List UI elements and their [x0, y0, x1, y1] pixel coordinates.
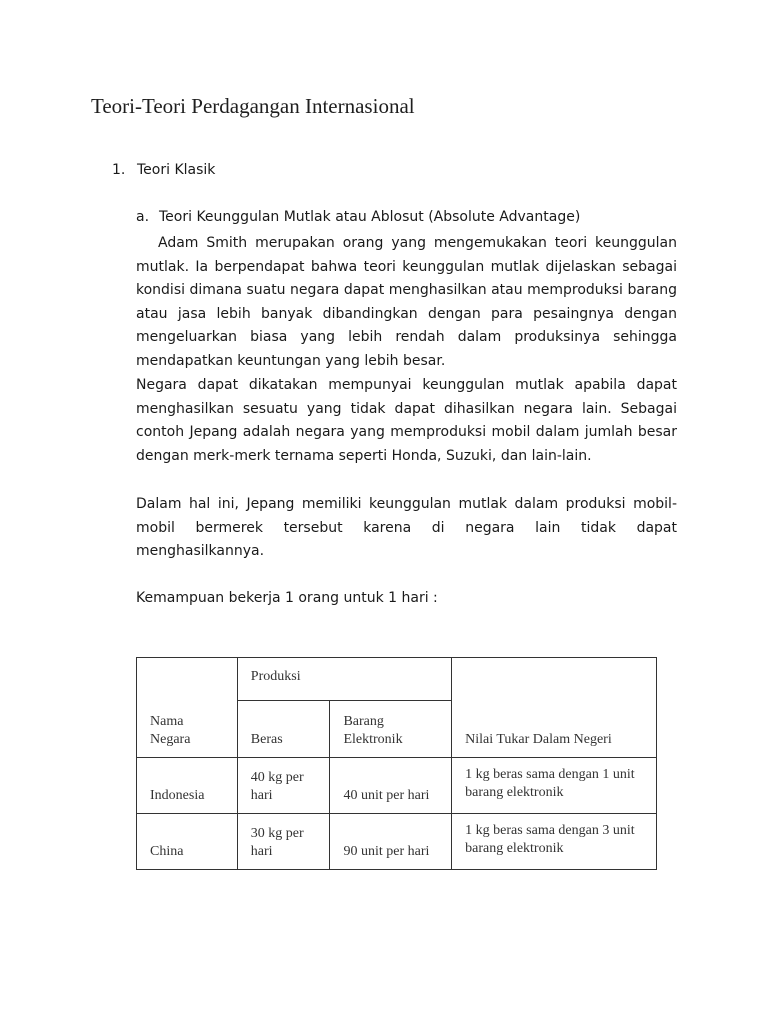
cell-rice: 30 kg per hari	[237, 814, 330, 870]
production-table	[136, 657, 657, 870]
header-exchange: Nilai Tukar Dalam Negeri	[452, 658, 657, 758]
table-caption: Kemampuan bekerja 1 orang untuk 1 hari :	[136, 590, 438, 606]
cell-exchange: 1 kg beras sama dengan 3 unit barang elektronik	[452, 814, 657, 870]
paragraph-adam-smith: Adam Smith merupakan orang yang mengemukakan teori keunggulan mutlak. Ia berpendapat bahwa teori keunggulan mutlak dijelaskan sebagai kondisi dimana suatu negara dapat menghasilkan atau memproduksi barang atau jasa lebih banyak dibandingkan dengan para pesaingnya dengan mengeluarkan biasa yang lebih rendah dalam produksinya sehingga mendapatkan keuntungan yang lebih besar.	[136, 235, 677, 369]
subsection-number: a.	[136, 209, 150, 225]
cell-electronics: 90 unit per hari	[330, 814, 452, 870]
header-production: Produksi	[237, 658, 451, 701]
paragraph-japan-conclusion: Dalam hal ini, Jepang memiliki keunggulan mutlak dalam produksi mobil-mobil bermerek tersebut karena di negara lain tidak dapat menghasilkannya.	[136, 496, 677, 560]
subsection-label: Teori Keunggulan Mutlak atau Ablosut (Absolute Advantage)	[159, 209, 581, 225]
table-row	[137, 758, 657, 814]
cell-exchange: 1 kg beras sama dengan 1 unit barang elektronik	[452, 758, 657, 814]
cell-country: Indonesia	[137, 758, 238, 814]
header-rice: Beras	[237, 701, 330, 758]
section-number: 1.	[112, 162, 126, 178]
paragraph-absolute-advantage-example: Negara dapat dikatakan mempunyai keunggulan mutlak apabila dapat menghasilkan sesuatu yang tidak dapat dihasilkan negara lain. Sebagai contoh Jepang adalah negara yang memproduksi mobil dalam jumlah besar dengan merk-merk ternama seperti Honda, Suzuki, dan lain-lain.	[136, 377, 677, 464]
table-row	[137, 814, 657, 870]
cell-country: China	[137, 814, 238, 870]
section-label: Teori Klasik	[137, 162, 216, 178]
document-title: Teori-Teori Perdagangan Internasional	[91, 94, 415, 118]
header-electronics: Barang Elektronik	[330, 701, 452, 758]
cell-rice: 40 kg per hari	[237, 758, 330, 814]
table-header-row	[137, 658, 657, 701]
section-heading	[112, 162, 215, 178]
header-country: Nama Negara	[137, 658, 238, 758]
cell-electronics: 40 unit per hari	[330, 758, 452, 814]
subsection-heading	[136, 209, 580, 225]
